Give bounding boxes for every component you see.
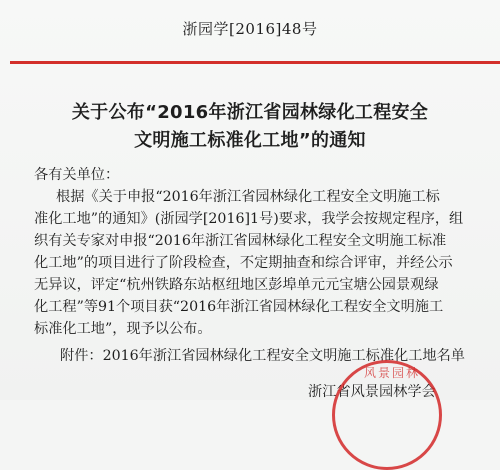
body-line-1: 根据《关于申报“2016年浙江省园林绿化工程安全文明施工标 xyxy=(56,189,440,205)
document-title-line-2: 文明施工标准化工地”的通知 xyxy=(134,130,366,151)
body-line-5: 无异议，评定“杭州铁路东站枢纽地区彭埠单元元宝塘公园景观绿 xyxy=(34,277,439,293)
body-line-6: 化工程”等91个项目获“2016年浙江省园林绿化工程安全文明施工 xyxy=(34,299,444,315)
document-title-line-1: 关于公布“2016年浙江省园林绿化工程安全 xyxy=(71,102,429,123)
seal-text: 风景园林 xyxy=(364,366,421,380)
body-line-7: 标准化工地”，现予以公布。 xyxy=(34,321,212,337)
body-line-4: 化工地”的项目进行了阶段检查，不定期抽查和综合评审，并经公示 xyxy=(34,255,453,271)
body-line-2: 准化工地”的通知》(浙园学[2016]1号)要求，我学会按规定程序，组 xyxy=(34,211,464,227)
red-header-rule xyxy=(10,61,500,64)
signature-organization: 浙江省风景园林学会 xyxy=(308,384,436,400)
attachment-line: 附件：2016年浙江省园林绿化工程安全文明施工标准化工地名单 xyxy=(60,348,465,364)
body-line-3: 织有关专家对申报“2016年浙江省园林绿化工程安全文明施工标准 xyxy=(34,233,447,249)
salutation: 各有关单位： xyxy=(34,167,120,183)
document-number: 浙园学[2016]48号 xyxy=(182,20,318,38)
